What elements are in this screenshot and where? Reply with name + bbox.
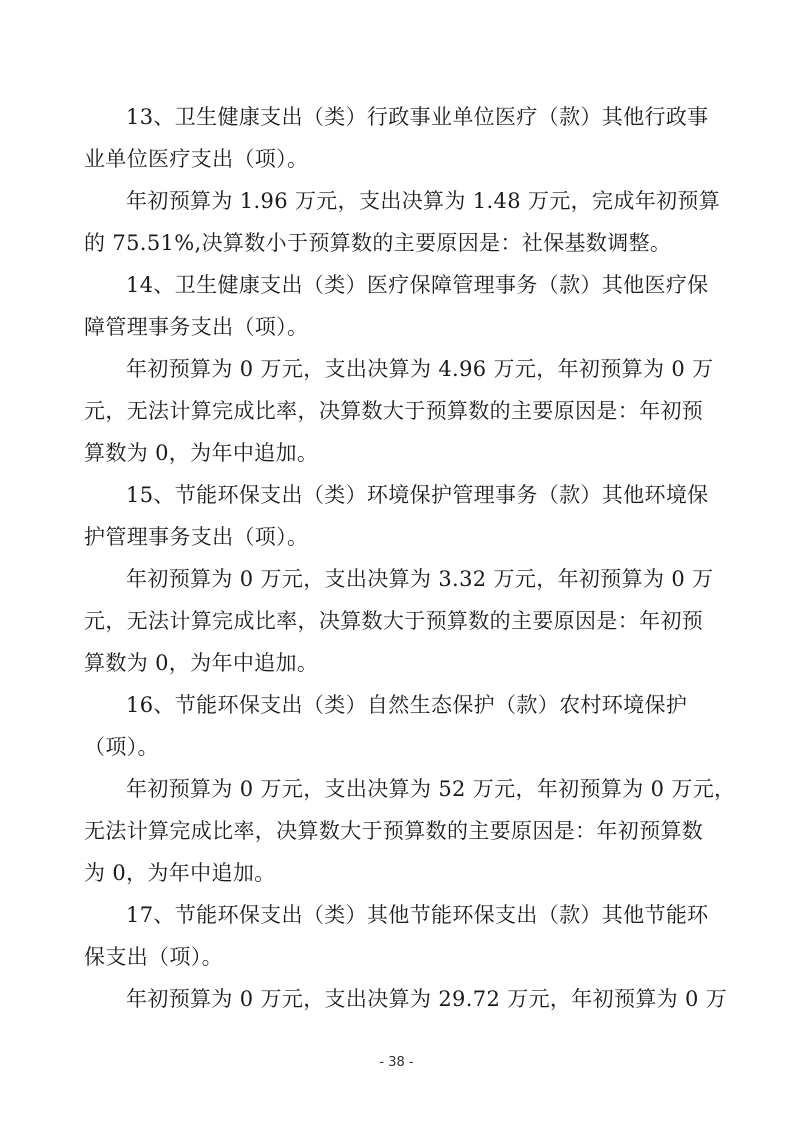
text-line: 年初预算为 1.96 万元，支出决算为 1.48 万元，完成年初预算 bbox=[126, 189, 721, 213]
page-number: - 38 - bbox=[379, 1055, 414, 1070]
text-line: 业单位医疗支出（项）。 bbox=[84, 147, 309, 171]
text-line: 算数为 0，为年中追加。 bbox=[84, 441, 319, 465]
text-line: 年初预算为 0 万元，支出决算为 4.96 万元，年初预算为 0 万 bbox=[126, 357, 714, 381]
text-line: 保支出（项）。 bbox=[84, 945, 223, 969]
text-line: 元，无法计算完成比率，决算数大于预算数的主要原因是：年初预 bbox=[84, 609, 704, 633]
text-line: 14、卫生健康支出（类）医疗保障管理事务（款）其他医疗保 bbox=[126, 273, 709, 297]
text-line: 算数为 0，为年中追加。 bbox=[84, 651, 319, 675]
text-line: 无法计算完成比率，决算数大于预算数的主要原因是：年初预算数 bbox=[84, 819, 704, 843]
text-line: 元，无法计算完成比率，决算数大于预算数的主要原因是：年初预 bbox=[84, 399, 704, 423]
text-line: 13、卫生健康支出（类）行政事业单位医疗（款）其他行政事 bbox=[126, 105, 709, 129]
text-line: （项）。 bbox=[84, 735, 159, 759]
text-line: 16、节能环保支出（类）自然生态保护（款）农村环境保护 bbox=[126, 693, 688, 717]
text-line: 年初预算为 0 万元，支出决算为 3.32 万元，年初预算为 0 万 bbox=[126, 567, 714, 591]
text-line: 年初预算为 0 万元，支出决算为 52 万元，年初预算为 0 万元， bbox=[126, 777, 736, 801]
text-line: 15、节能环保支出（类）环境保护管理事务（款）其他环境保 bbox=[126, 483, 709, 507]
text-line: 为 0，为年中追加。 bbox=[84, 861, 276, 885]
text-line: 年初预算为 0 万元，支出决算为 29.72 万元，年初预算为 0 万 bbox=[126, 987, 728, 1011]
text-line: 的 75.51%,决算数小于预算数的主要原因是：社保基数调整。 bbox=[84, 231, 672, 255]
text-line: 障管理事务支出（项）。 bbox=[84, 315, 309, 339]
text-line: 17、节能环保支出（类）其他节能环保支出（款）其他节能环 bbox=[126, 903, 709, 927]
text-line: 护管理事务支出（项）。 bbox=[84, 525, 309, 549]
